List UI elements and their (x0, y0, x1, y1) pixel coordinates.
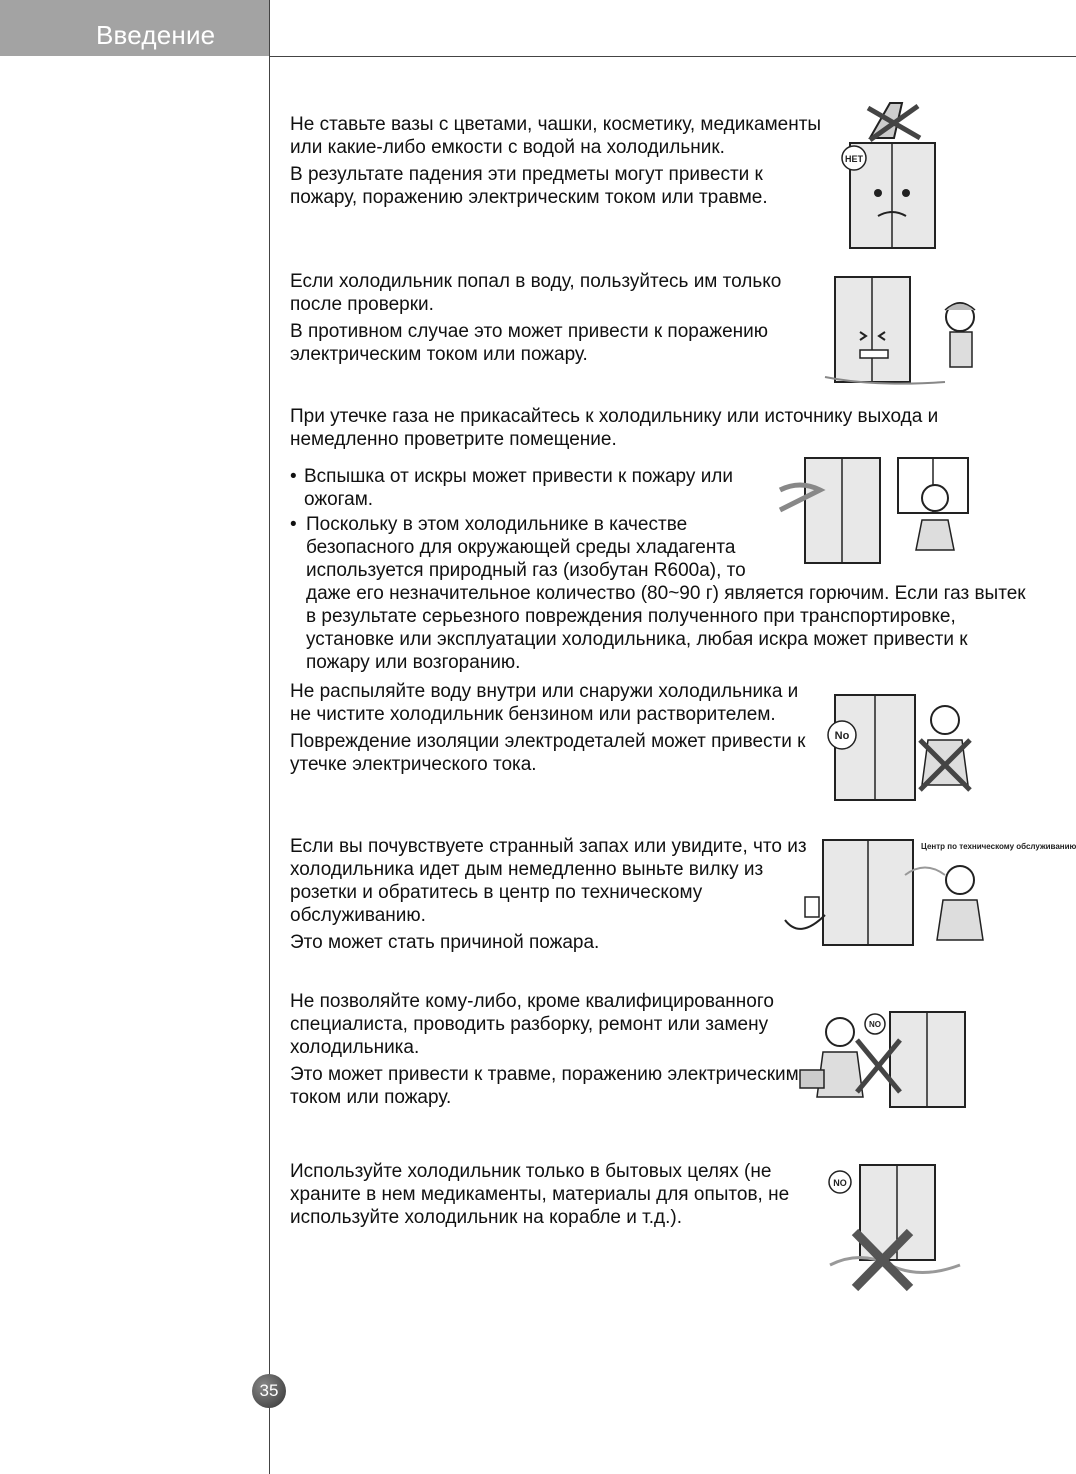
warning-text: Не позволяйте кому-либо, кроме квалифицированного специалиста, проводить разборку, ремонт или замену холодильника. (290, 991, 774, 1058)
warning-no-water-spray (290, 680, 810, 776)
warning-gas-leak (290, 405, 1030, 451)
fridge-refusing-spray-illustration (820, 680, 980, 810)
bullet-text-wrap: • Поскольку в этом холодильнике в качестве безопасного для окружающей среды хладагента используется природный газ (изобутан R600a), то даже его незначительное количество (80~90 г) является горючим. Если газ вытек в результате серьезного повреждения полученного при транспортировке, установке или эксплуатации холодильника, любая искра может привести к пожару или возгоранию. (306, 514, 1026, 673)
service-center-label: Центр по техническому обслуживанию (921, 842, 1076, 851)
warning-consequence: Это может привести к травме, поражению электрическим током или пожару. (290, 1064, 799, 1108)
warning-text: Если холодильник попал в воду, пользуйтесь им только после проверки. (290, 271, 782, 315)
warning-text: При утечке газа не прикасайтесь к холодильнику или источнику выхода и немедленно проветрите помещение. (290, 406, 939, 450)
warning-smoke-smell (290, 835, 810, 954)
gas-leak-window-illustration (780, 450, 990, 570)
no-sign-label: No (834, 730, 850, 742)
warning-qualified-repair (290, 990, 835, 1109)
warning-consequence: В результате падения эти предметы могут привести к пожару, поражению электрическим током или травме. (290, 164, 768, 208)
margin-line (269, 0, 270, 1474)
warning-text: Используйте холодильник только в бытовых целях (не храните в нем медикаменты, материалы для опытов, не используйте холодильник на корабле и т.д.). (290, 1161, 790, 1228)
repair-refusal-illustration (795, 1002, 985, 1112)
no-sign-label: НЕТ (845, 154, 863, 164)
warning-consequence: Это может стать причиной пожара. (290, 932, 600, 953)
fridge-on-ship-illustration (820, 1160, 970, 1295)
page-number: 35 (252, 1374, 286, 1408)
warning-consequence: Повреждение изоляции электродеталей может привести к утечке электрического тока. (290, 731, 806, 775)
section-header-tab (0, 0, 269, 56)
warning-flood (290, 270, 830, 366)
fridge-with-vase-illustration (840, 98, 950, 253)
warning-text: Не ставьте вазы с цветами, чашки, косметику, медикаменты или какие-либо емкости с водой на холодильник. (290, 114, 822, 158)
bullet-item: • Вспышка от искры может привести к пожару или ожогам. (290, 465, 770, 511)
no-sign-label: NO (869, 1020, 881, 1029)
no-sign-label: NO (833, 1178, 847, 1188)
warning-text: Не распыляйте воду внутри или снаружи холодильника и не чистите холодильник бензином или растворителем. (290, 681, 799, 725)
service-center-call-illustration (775, 835, 1076, 950)
gas-leak-bullet-1 (290, 465, 770, 511)
warning-household-use (290, 1160, 835, 1229)
warning-vases (290, 113, 830, 209)
warning-consequence: В противном случае это может привести к поражению электрическим током или пожару. (290, 321, 769, 365)
wet-fridge-repairman-illustration (805, 272, 990, 392)
header-rule (269, 56, 1076, 57)
warning-text: Если вы почувствуете странный запах или увидите, что из холодильника идет дым немедленно выньте вилку из розетки и обратитесь в центр по техническому обслуживанию. (290, 836, 807, 926)
section-title: Введение (96, 20, 216, 50)
